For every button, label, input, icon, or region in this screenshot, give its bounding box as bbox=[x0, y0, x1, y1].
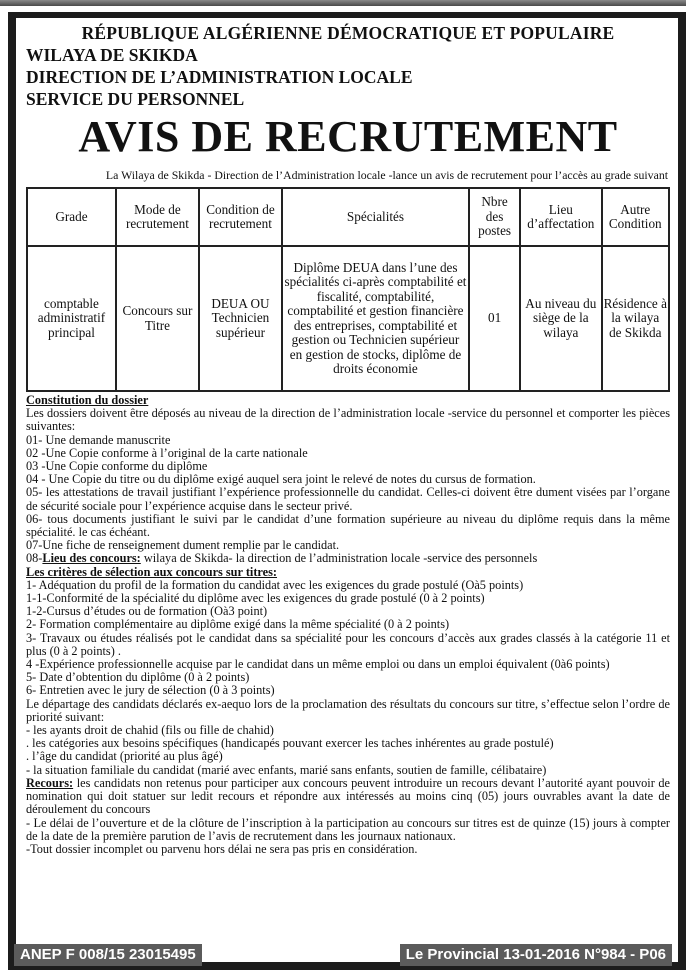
recours-paragraph bbox=[26, 777, 670, 817]
dossier-heading: Constitution du dossier bbox=[26, 393, 149, 407]
anep-reference-badge: ANEP F 008/15 23015495 bbox=[14, 944, 202, 966]
lieu-text: wilaya de Skikda- la direction de l’administration locale -service des personnels bbox=[140, 551, 538, 566]
lieu-prefix: 08- bbox=[26, 551, 43, 566]
cell-condition: DEUA OU Technicien supérieur bbox=[199, 246, 282, 391]
page-title: AVIS DE RECRUTEMENT bbox=[78, 112, 618, 161]
notice-frame bbox=[8, 12, 686, 970]
recours-label: Recours: bbox=[26, 775, 74, 790]
top-bar bbox=[0, 0, 686, 6]
cell-mode: Concours sur Titre bbox=[116, 246, 199, 391]
critere-item: 2- Formation complémentaire au diplôme exigé dans la même spécialité (0 à 2 points) bbox=[26, 617, 450, 632]
header-nbre: Nbre des postes bbox=[469, 188, 520, 246]
dossier-item: 05- les attestations de travail justifiant l’expérience professionnelle du candidat. Celles-ci doivent être dument visées par l’organe de sécurité sociale pour l’expérience acquise dans le secteur privé. bbox=[26, 485, 670, 513]
dossier-item: 01- Une demande manuscrite bbox=[26, 432, 171, 447]
header-lieu: Lieu d’affectation bbox=[520, 188, 601, 246]
notice-content bbox=[26, 22, 670, 856]
republic-heading: RÉPUBLIQUE ALGÉRIENNE DÉMOCRATIQUE ET POPULAIRE bbox=[81, 23, 615, 43]
table-header-row bbox=[27, 188, 669, 246]
incomplet-text: -Tout dossier incomplet ou parvenu hors délai ne sera pas pris en considération. bbox=[26, 841, 418, 856]
direction-heading: DIRECTION DE L’ADMINISTRATION LOCALE bbox=[26, 67, 413, 87]
table-row bbox=[27, 246, 669, 391]
service-heading: SERVICE DU PERSONNEL bbox=[26, 89, 245, 109]
intro-text: La Wilaya de Skikda - Direction de l’Administration locale -lance un avis de recrutement pour l’accès au grade suivant bbox=[105, 168, 668, 182]
priorite-item: . les catégories aux besoins spécifiques (handicapés pouvant exercer les taches inhérentes au grade postulé) bbox=[26, 736, 554, 751]
cell-specialites: Diplôme DEUA dans l’une des spécialités ci-après comptabilité et fiscalité, comptabilité, comptabilité et gestion financière des entreprises, comptabilité et gestion ou Technicien supérieur en gestion de stocks, diplôme de droits économie bbox=[282, 246, 469, 391]
header-grade: Grade bbox=[27, 188, 116, 246]
delai-text: - Le délai de l’ouverture et de la clôture de l’inscription à la participation au concours sur titres est de quinze (15) jours à compter de la date de la première parution de l’avis de recrutement dans les journaux nationaux. bbox=[26, 815, 670, 843]
priorite-item: - les ayants droit de chahid (fils ou fille de chahid) bbox=[26, 723, 274, 738]
wilaya-heading: WILAYA DE SKIKDA bbox=[26, 45, 198, 65]
critere-item: 3- Travaux ou études réalisés pot le candidat dans sa spécialité pour les concours d’accès aux grades classés à la catégorie 11 et plus (0 à 2 points) . bbox=[26, 630, 670, 658]
dossier-item: 02 -Une Copie conforme à l’original de la carte nationale bbox=[26, 445, 308, 460]
notice-body bbox=[26, 394, 670, 856]
lieu-label: Lieu des concours: bbox=[42, 551, 141, 566]
header-specialites: Spécialités bbox=[282, 188, 469, 246]
critere-item: 4 -Expérience professionnelle acquise par le candidat dans un même emploi ou dans un emploi équivalent (0à6 points) bbox=[26, 657, 610, 672]
priorite-item: - la situation familiale du candidat (marié avec enfants, marié sans enfants, soutien de famille, célibataire) bbox=[26, 762, 547, 777]
critere-item: 5- Date d’obtention du diplôme (0 à 2 points) bbox=[26, 670, 250, 685]
dossier-item: 06- tous documents justifiant le suivi par le candidat d’une formation supérieure au niveau du diplôme requis dans la même spécialité. le cas échéant. bbox=[26, 511, 670, 540]
dossier-item: 04 - Une Copie du titre ou du diplôme exigé auquel sera joint le relevé de notes du cursus de formation. bbox=[26, 472, 536, 487]
cell-lieu: Au niveau du siège de la wilaya bbox=[520, 246, 601, 391]
dossier-item: 07-Une fiche de renseignement dument remplie par le candidat. bbox=[26, 538, 340, 553]
header-autre: Autre Condition bbox=[602, 188, 669, 246]
header-condition: Condition de recrutement bbox=[199, 188, 282, 246]
departage-text: Le départage des candidats déclarés ex-aequo lors de la proclamation des résultats du concours sur titre, s’effectue selon l’ordre de priorité suivant: bbox=[26, 696, 670, 724]
critere-item: 1-1-Conformité de la spécialité du diplôme avec les exigences du grade postulé (0 à 2 points) bbox=[26, 591, 485, 606]
criteres-heading: Les critères de sélection aux concours sur titres: bbox=[26, 564, 278, 579]
critere-item: 1-2-Cursus d’études ou de formation (Oà3 point) bbox=[26, 604, 268, 619]
critere-item: 1- Adéquation du profil de la formation du candidat avec les exigences du grade postulé (Oà5 points) bbox=[26, 577, 524, 592]
critere-item: 6- Entretien avec le jury de sélection (0 à 3 points) bbox=[26, 683, 275, 698]
recours-text: les candidats non retenus pour participer aux concours peuvent introduire un recours devant l’autorité ayant pouvoir de nomination qui doit statuer sur ledit recours et répondre aux intéressés au moins cinq (05) jours ouvrables avant la date de déroulement du concours bbox=[26, 775, 670, 817]
header-mode: Mode de recrutement bbox=[116, 188, 199, 246]
cell-grade: comptable administratif principal bbox=[27, 246, 116, 391]
dossier-intro: Les dossiers doivent être déposés au niveau de la direction de l’administration locale -service du personnel et comporter les pièces suivantes: bbox=[26, 406, 670, 434]
journal-reference-badge: Le Provincial 13-01-2016 N°984 - P06 bbox=[400, 944, 672, 966]
priorite-item: . l’âge du candidat (priorité au plus âgé) bbox=[26, 749, 223, 764]
recruitment-table bbox=[26, 187, 670, 392]
cell-autre: Résidence à la wilaya de Skikda bbox=[602, 246, 669, 391]
cell-nbre: 01 bbox=[469, 246, 520, 391]
dossier-item: 03 -Une Copie conforme du diplôme bbox=[26, 459, 208, 474]
